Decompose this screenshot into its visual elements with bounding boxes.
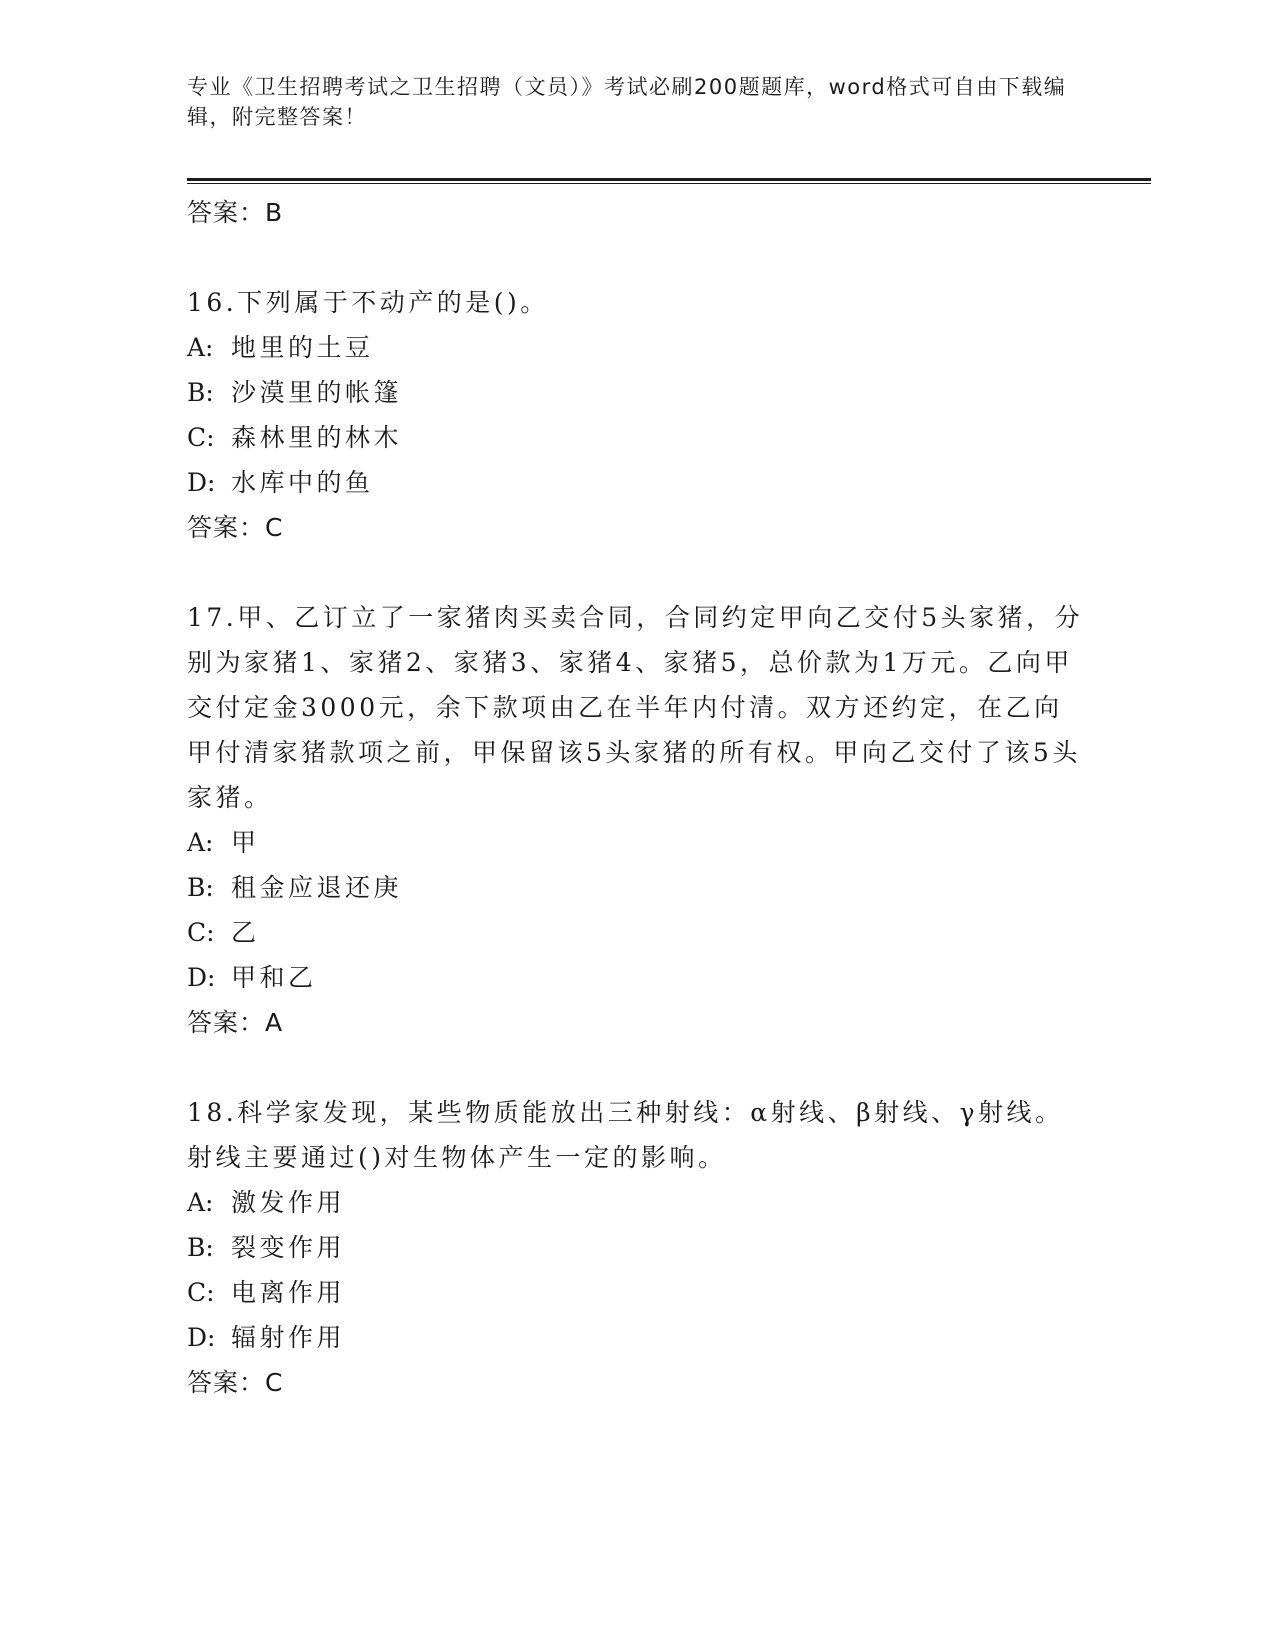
question-block-18 <box>187 1090 1087 1406</box>
option-letter: D: <box>187 1323 216 1352</box>
option-c <box>187 415 1087 460</box>
option-b <box>187 865 1087 910</box>
option-text: 沙漠里的帐篷 <box>231 378 403 407</box>
option-text: 电离作用 <box>231 1278 346 1307</box>
option-text: 激发作用 <box>231 1188 346 1217</box>
option-d <box>187 955 1087 1000</box>
option-a <box>187 820 1087 865</box>
option-text: 地里的土豆 <box>231 333 374 362</box>
header-rule-thick <box>187 178 1151 181</box>
option-letter: D: <box>187 963 216 992</box>
option-text: 森林里的林木 <box>231 423 403 452</box>
option-letter: B: <box>187 378 214 407</box>
option-text: 租金应退还庚 <box>231 873 403 902</box>
header-rule-thin <box>187 183 1151 184</box>
option-text: 甲 <box>231 828 260 857</box>
option-letter: B: <box>187 1233 214 1262</box>
option-text: 乙 <box>231 918 260 947</box>
option-letter: C: <box>187 1278 215 1307</box>
option-a <box>187 325 1087 370</box>
question-block-17 <box>187 595 1087 1046</box>
option-b <box>187 370 1087 415</box>
option-c <box>187 1270 1087 1315</box>
option-text: 辐射作用 <box>231 1323 346 1352</box>
option-c <box>187 910 1087 955</box>
option-a <box>187 1180 1087 1225</box>
question-stem: 16.下列属于不动产的是()。 <box>187 288 549 317</box>
question-stem: 17.甲、乙订立了一家猪肉买卖合同，合同约定甲向乙交付5头家猪，分别为家猪1、家猪2、家猪3、家猪4、家猪5，总价款为1万元。乙向甲交付定金3000元，余下款项由乙在半年内付清。双方还约定，在乙向甲付清家猪款项之前，甲保留该5头家猪的所有权。甲向乙交付了该5头家猪。 <box>187 603 1084 812</box>
option-letter: A: <box>187 1188 214 1217</box>
option-b <box>187 1225 1087 1270</box>
question-list <box>187 190 1087 1406</box>
option-letter: D: <box>187 468 216 497</box>
option-d <box>187 460 1087 505</box>
spacer <box>187 236 1087 280</box>
option-letter: C: <box>187 918 215 947</box>
option-text: 裂变作用 <box>231 1233 346 1262</box>
answer-label: 答案：C <box>187 513 284 542</box>
page-header-note: 专业《卫生招聘考试之卫生招聘（文员）》考试必刷200题题库，word格式可自由下载编辑，附完整答案！ <box>187 75 1067 129</box>
option-d <box>187 1315 1087 1360</box>
spacer <box>187 551 1087 595</box>
spacer <box>187 1046 1087 1090</box>
question-stem: 18.科学家发现，某些物质能放出三种射线：α射线、β射线、γ射线。射线主要通过()对生物体产生一定的影响。 <box>187 1098 1064 1172</box>
option-text: 水库中的鱼 <box>231 468 374 497</box>
option-letter: A: <box>187 333 214 362</box>
answer-label: 答案：C <box>187 1368 284 1397</box>
answer-label: 答案：B <box>187 198 284 227</box>
option-letter: B: <box>187 873 214 902</box>
option-letter: C: <box>187 423 215 452</box>
answer-label: 答案：A <box>187 1008 284 1037</box>
question-block-16 <box>187 280 1087 551</box>
option-text: 甲和乙 <box>231 963 317 992</box>
option-letter: A: <box>187 828 214 857</box>
